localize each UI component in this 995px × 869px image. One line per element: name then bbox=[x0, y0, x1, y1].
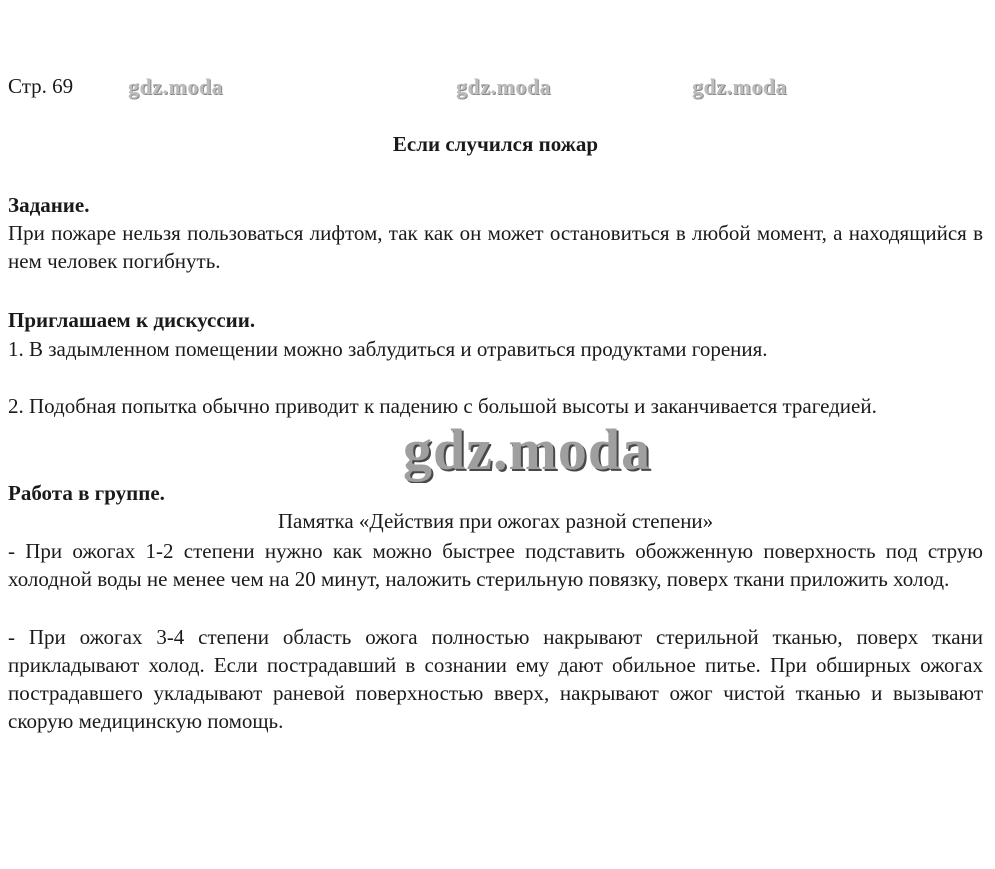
document-title: Если случился пожар bbox=[392, 132, 599, 156]
group-work-heading: Работа в группе. bbox=[8, 481, 165, 505]
memo-item-2: - При ожогах 3-4 степени область ожога полностью накрывают стерильной тканью, поверх ткани прикладывают холод. Если пострадавший в сознании ему дают обильное питье. При обширных ожогах пострадавшего укладывают раневой поверхностью вверх, накрывают ожог чистой тканью и вызывают скорую медицинскую помощь. bbox=[8, 625, 983, 733]
watermark-logo: gdz.moda bbox=[128, 74, 224, 99]
page-number: Стр. 69 bbox=[8, 74, 74, 98]
document-page bbox=[8, 0, 983, 869]
center-watermark-logo: gdz.moda bbox=[403, 417, 652, 482]
watermark-logo: gdz.moda bbox=[456, 74, 552, 99]
task-heading: Задание. bbox=[8, 193, 90, 217]
watermark-logo: gdz.moda bbox=[692, 74, 788, 99]
task-text: При пожаре нельзя пользоваться лифтом, так как он может остановиться в любой момент, а находящийся в нем человек погибнуть. bbox=[8, 221, 983, 273]
memo-title: Памятка «Действия при ожогах разной степени» bbox=[277, 509, 714, 533]
discussion-heading: Приглашаем к дискуссии. bbox=[8, 308, 256, 332]
page-header bbox=[8, 72, 983, 104]
discussion-item-2: 2. Подобная попытка обычно приводит к падению с большой высоты и заканчивается трагедией. bbox=[8, 394, 877, 418]
discussion-item-1: 1. В задымленном помещении можно заблудиться и отравиться продуктами горения. bbox=[8, 337, 768, 361]
memo-item-1: - При ожогах 1-2 степени нужно как можно быстрее подставить обожженную поверхность под струю холодной воды не менее чем на 20 минут, наложить стерильную повязку, поверх ткани приложить холод. bbox=[8, 539, 983, 591]
